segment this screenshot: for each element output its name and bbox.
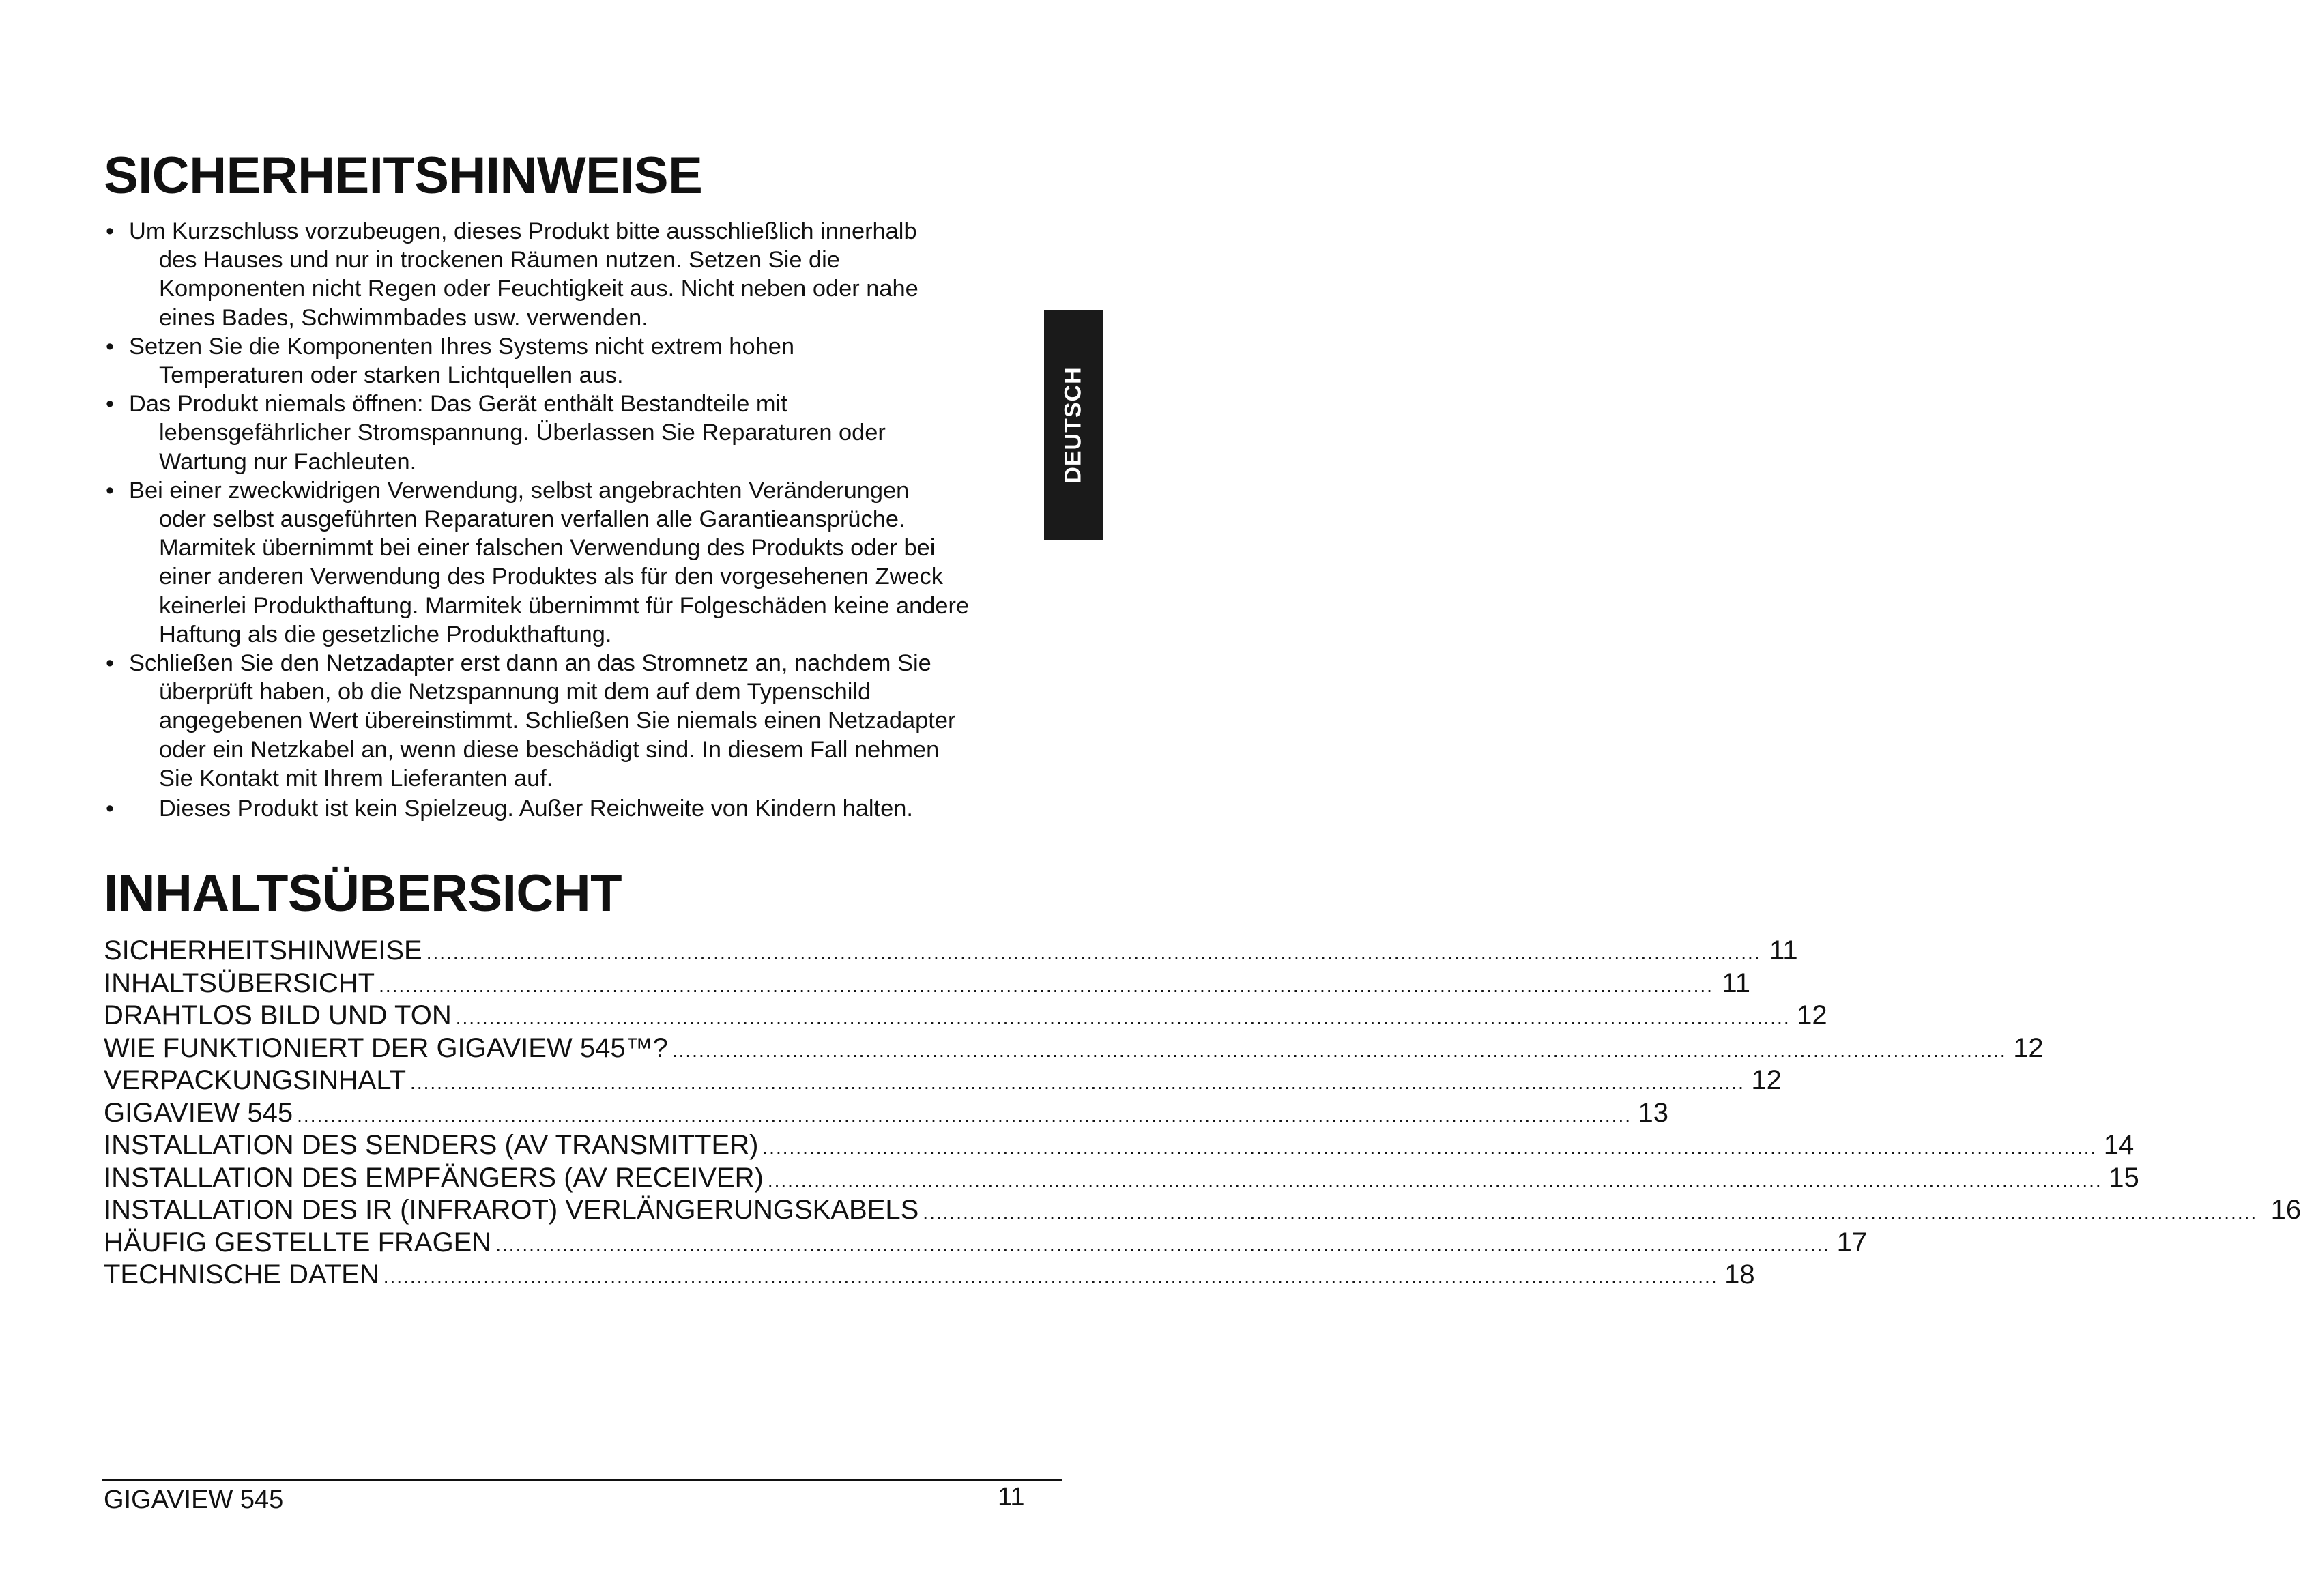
toc-entry-page: 14 [2103,1130,2134,1160]
toc-entry-label: INSTALLATION DES IR (INFRAROT) VERLÄNGERUNGSKABELS [104,1195,919,1225]
toc-entry-page: 18 [1724,1260,1755,1290]
toc-dot-leader: ........................................................................................................................................................................................................ [671,1039,2007,1061]
toc-entry-label: DRAHTLOS BILD UND TON [104,1000,452,1030]
safety-note-line: Marmitek übernimmt bei einer falschen Verwendung des Produkts oder bei [159,535,936,562]
toc-dot-leader: ........................................................................................................................................................................................................ [767,1169,2102,1191]
safety-note-line: Um Kurzschluss vorzubeugen, dieses Produkt bitte ausschließlich innerhalb [129,218,917,244]
safety-note-line: Wartung nur Fachleuten. [159,448,417,475]
toc-entry[interactable] [104,1097,1668,1130]
footer-page-number: 11 [998,1483,1025,1511]
safety-note-line: eines Bades, Schwimmbades usw. verwenden. [159,304,648,331]
safety-note-line: überprüft haben, ob die Netzspannung mit dem auf dem Typenschild [159,679,871,706]
safety-note-line: Das Produkt niemals öffnen: Das Gerät enthält Bestandteile mit [129,391,787,418]
safety-notes-list [100,217,1034,823]
safety-note-line: angegebenen Wert übereinstimmt. Schließen Sie niemals einen Netzadapter [159,708,956,734]
toc-entry-label: INHALTSÜBERSICHT [104,968,375,998]
toc-entry-label: GIGAVIEW 545 [104,1097,293,1128]
safety-note-line: Dieses Produkt ist kein Spielzeug. Außer Reichweite von Kindern halten. [159,796,913,822]
safety-note-item [100,649,1034,793]
toc-entry[interactable] [104,1162,2139,1195]
toc-entry-page: 13 [1638,1097,1668,1128]
safety-note-item [100,794,1034,823]
toc-dot-leader: ........................................................................................................................................................................................................ [383,1266,1718,1288]
table-of-contents [104,935,2301,1292]
safety-note-line: Temperaturen oder starken Lichtquellen aus. [159,362,624,389]
toc-entry-page: 12 [1797,1000,1827,1030]
safety-note-line: oder ein Netzkabel an, wenn diese beschädigt sind. In diesem Fall nehmen [159,736,940,763]
toc-entry[interactable] [104,1000,1827,1032]
safety-note-line: Haftung als die gesetzliche Produkthaftung. [159,621,612,648]
toc-entry-page: 11 [1769,935,1798,966]
footer-divider [102,1479,1062,1481]
toc-entry-label: HÄUFIG GESTELLTE FRAGEN [104,1227,492,1258]
toc-entry-page: 15 [2109,1162,2139,1193]
safety-note-line: keinerlei Produkthaftung. Marmitek übernimmt für Folgeschäden keine andere [159,592,970,619]
safety-note-line: Komponenten nicht Regen oder Feuchtigkeit aus. Nicht neben oder nahe [159,276,918,302]
toc-entry-page: 11 [1722,968,1750,998]
toc-dot-leader: ........................................................................................................................................................................................................ [923,1202,2258,1223]
safety-note-line: oder selbst ausgeführten Reparaturen verfallen alle Garantieansprüche. [159,506,906,533]
toc-entry-label: TECHNISCHE DATEN [104,1260,379,1290]
toc-entry[interactable] [104,1032,2044,1065]
toc-entry-label: INSTALLATION DES EMPFÄNGERS (AV RECEIVER) [104,1162,764,1193]
language-tab-label: DEUTSCH [1060,366,1086,484]
toc-entry-page: 16 [2270,1195,2301,1225]
safety-note-line: einer anderen Verwendung des Produktes als für den vorgesehenen Zweck [159,564,943,590]
contents-heading: INHALTSÜBERSICHT [104,865,622,923]
toc-entry[interactable] [104,935,1798,968]
toc-entry-label: WIE FUNKTIONIERT DER GIGAVIEW 545™? [104,1032,668,1063]
safety-note-line: Schließen Sie den Netzadapter erst dann an das Stromnetz an, nachdem Sie [129,650,931,677]
toc-entry[interactable] [104,1129,2134,1162]
safety-note-line: Setzen Sie die Komponenten Ihres Systems nicht extrem hohen [129,333,794,360]
toc-entry-label: VERPACKUNGSINHALT [104,1065,407,1095]
toc-entry[interactable] [104,1064,1782,1097]
toc-dot-leader: ........................................................................................................................................................................................................ [495,1234,1831,1256]
safety-note-line: lebensgefährlicher Stromspannung. Überlassen Sie Reparaturen oder [159,420,886,446]
toc-entry[interactable] [104,1194,2301,1227]
toc-entry[interactable] [104,1227,1868,1260]
toc-entry-label: SICHERHEITSHINWEISE [104,935,422,966]
toc-dot-leader: ........................................................................................................................................................................................................ [379,974,1713,996]
safety-note-line: des Hauses und nur in trockenen Räumen nutzen. Setzen Sie die [159,247,840,274]
toc-dot-leader: ........................................................................................................................................................................................................ [410,1072,1745,1093]
safety-note-item [100,476,1034,649]
safety-note-item [100,217,1034,332]
toc-dot-leader: ........................................................................................................................................................................................................ [297,1104,1632,1126]
language-tab [1044,310,1103,540]
safety-note-item [100,332,1034,390]
toc-entry[interactable] [104,1259,1755,1292]
footer-product-name: GIGAVIEW 545 [104,1485,284,1514]
toc-entry-label: INSTALLATION DES SENDERS (AV TRANSMITTER) [104,1130,759,1160]
safety-heading: SICHERHEITSHINWEISE [104,147,703,205]
toc-entry-page: 17 [1836,1227,1868,1258]
toc-dot-leader: ........................................................................................................................................................................................................ [426,942,1761,963]
safety-note-line: Bei einer zweckwidrigen Verwendung, selbst angebrachten Veränderungen [129,477,910,504]
safety-note-item [100,390,1034,476]
toc-entry[interactable] [104,968,1750,1000]
toc-dot-leader: ........................................................................................................................................................................................................ [455,1007,1791,1028]
toc-dot-leader: ........................................................................................................................................................................................................ [762,1137,2098,1158]
toc-entry-page: 12 [2013,1032,2044,1063]
safety-note-line: Sie Kontakt mit Ihrem Lieferanten auf. [159,765,553,792]
toc-entry-page: 12 [1751,1065,1782,1095]
